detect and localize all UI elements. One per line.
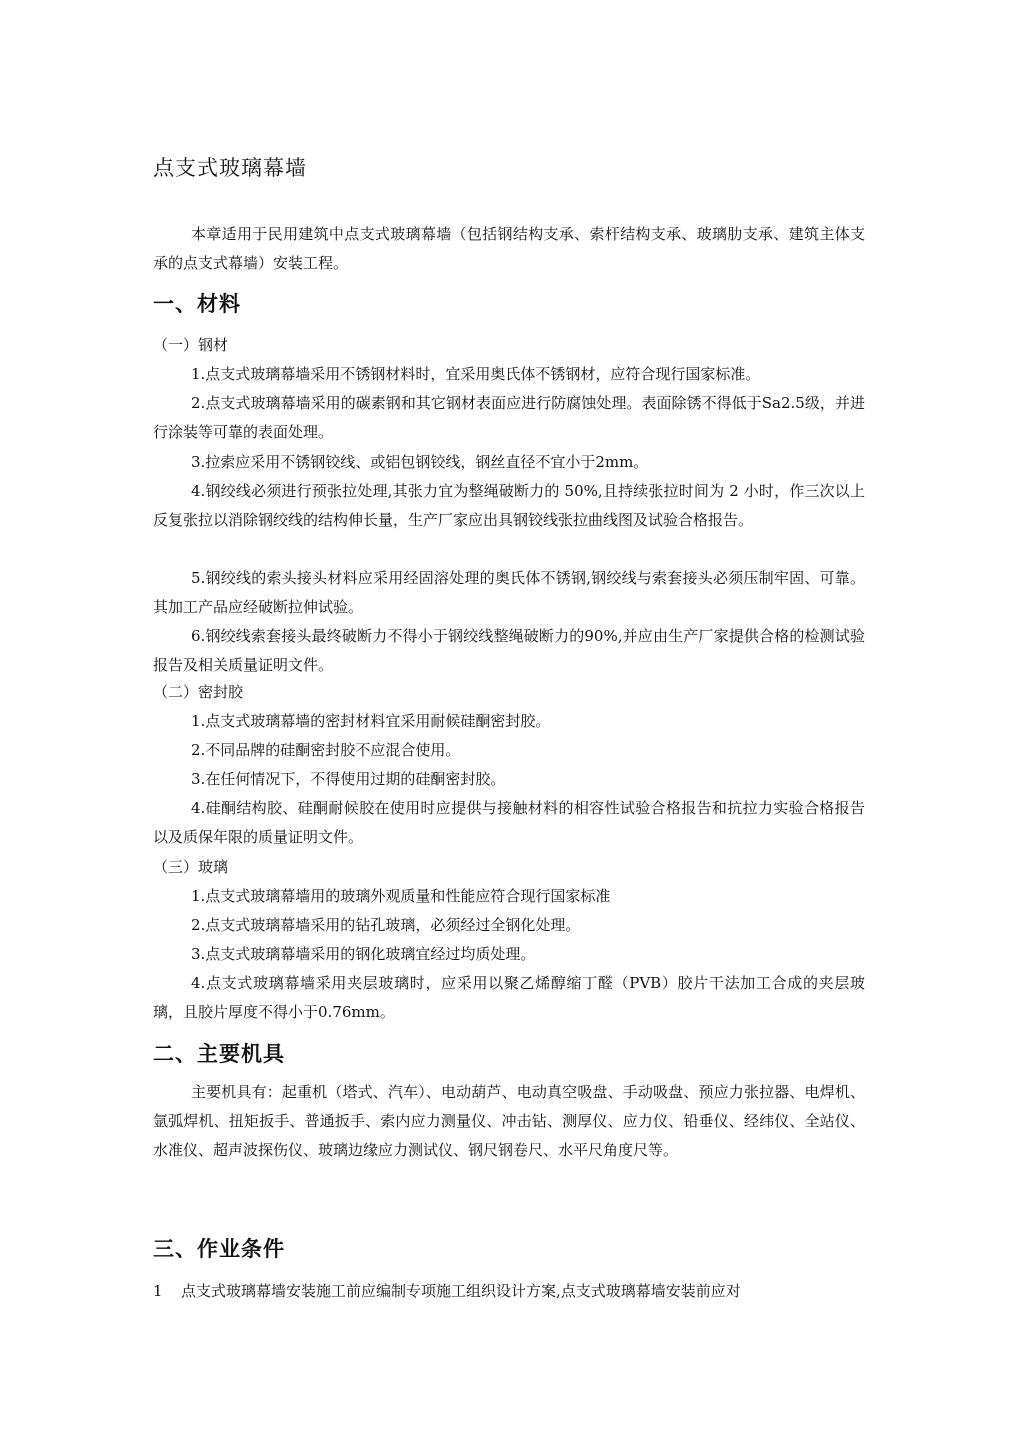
glass-item-3: 3.点支式玻璃幕墙采用的钢化玻璃宜经过均质处理。 (191, 945, 536, 963)
tools-paragraph: 主要机具有：起重机（塔式、汽车）、电动葫芦、电动真空吸盘、手动吸盘、预应力张拉器、电焊机、氩弧焊机、扭矩扳手、普通扳手、索内应力测量仪、冲击钻、测厚仪、应力仪、铅垂仪、经纬仪、全站仪、水准仪、超声波探伤仪、玻璃边缘应力测试仪、钢尺钢卷尺、水平尺角度尺等。 (153, 1083, 865, 1159)
steel-item-4: 4.钢绞线必须进行预张拉处理,其张力宜为整绳破断力的 50%,且持续张拉时间为 2 小时，作三次以上反复张拉以消除钢绞线的结构伸长量，生产厂家应出具钢铰线张拉曲线图及试验合格报告。 (153, 482, 865, 529)
glass-item-2: 2.点支式玻璃幕墙采用的钻孔玻璃，必须经过全钢化处理。 (191, 916, 581, 934)
condition-item-1 (153, 1277, 741, 1306)
steel-item-2: 2.点支式玻璃幕墙采用的碳素钢和其它钢材表面应进行防腐蚀处理。表面除锈不得低于Sa2.5级，并进行涂装等可靠的表面处理。 (153, 394, 865, 441)
sealant-item-3: 3.在任何情况下，不得使用过期的硅酮密封胶。 (191, 770, 506, 788)
condition-item-1-text: 点支式玻璃幕墙安装施工前应编制专项施工组织设计方案,点支式玻璃幕墙安装前应对 (181, 1282, 741, 1300)
glass-item-4: 4.点支式玻璃幕墙采用夹层玻璃时，应采用以聚乙烯醇缩丁醛（PVB）胶片干法加工合成的夹层玻璃，且胶片厚度不得小于0.76mm。 (153, 974, 865, 1021)
steel-item-6: 6.钢绞线索套接头最终破断力不得小于钢绞线整绳破断力的90%,并应由生产厂家提供合格的检测试验报告及相关质量证明文件。 (153, 627, 865, 674)
condition-item-1-number: 1 (153, 1282, 163, 1300)
steel-item-5: 5.钢绞线的索头接头材料应采用经固溶处理的奥氏体不锈钢,钢绞线与索套接头必须压制牢固、可靠。其加工产品应经破断拉伸试验。 (153, 569, 865, 616)
glass-subheading: （三）玻璃 (153, 858, 229, 876)
steel-item-3: 3.拉索应采用不锈钢铰线、或铝包钢铰线，钢丝直径不宜小于2mm。 (191, 453, 649, 471)
sealant-subheading: （二）密封胶 (153, 683, 244, 701)
section-1-heading: 一、材料 (153, 292, 241, 316)
sealant-item-1: 1.点支式玻璃幕墙的密封材料宜采用耐候硅酮密封胶。 (191, 712, 551, 730)
document-title: 点支式玻璃幕墙 (153, 156, 307, 180)
section-2-heading: 二、主要机具 (153, 1042, 285, 1066)
steel-subheading: （一）钢材 (153, 336, 229, 354)
steel-item-1: 1.点支式玻璃幕墙采用不锈钢材料时，宜采用奥氏体不锈钢材，应符合现行国家标准。 (191, 365, 761, 383)
section-3-heading: 三、作业条件 (153, 1237, 285, 1261)
sealant-item-2: 2.不同品牌的硅酮密封胶不应混合使用。 (191, 741, 461, 759)
intro-paragraph: 本章适用于民用建筑中点支式玻璃幕墙（包括钢结构支承、索杆结构支承、玻璃肋支承、建筑主体支承的点支式幕墙）安装工程。 (153, 225, 865, 272)
sealant-item-4: 4.硅酮结构胶、硅酮耐候胶在使用时应提供与接触材料的相容性试验合格报告和抗拉力实验合格报告以及质保年限的质量证明文件。 (153, 799, 865, 846)
glass-item-1: 1.点支式玻璃幕墙用的玻璃外观质量和性能应符合现行国家标准 (191, 887, 611, 905)
